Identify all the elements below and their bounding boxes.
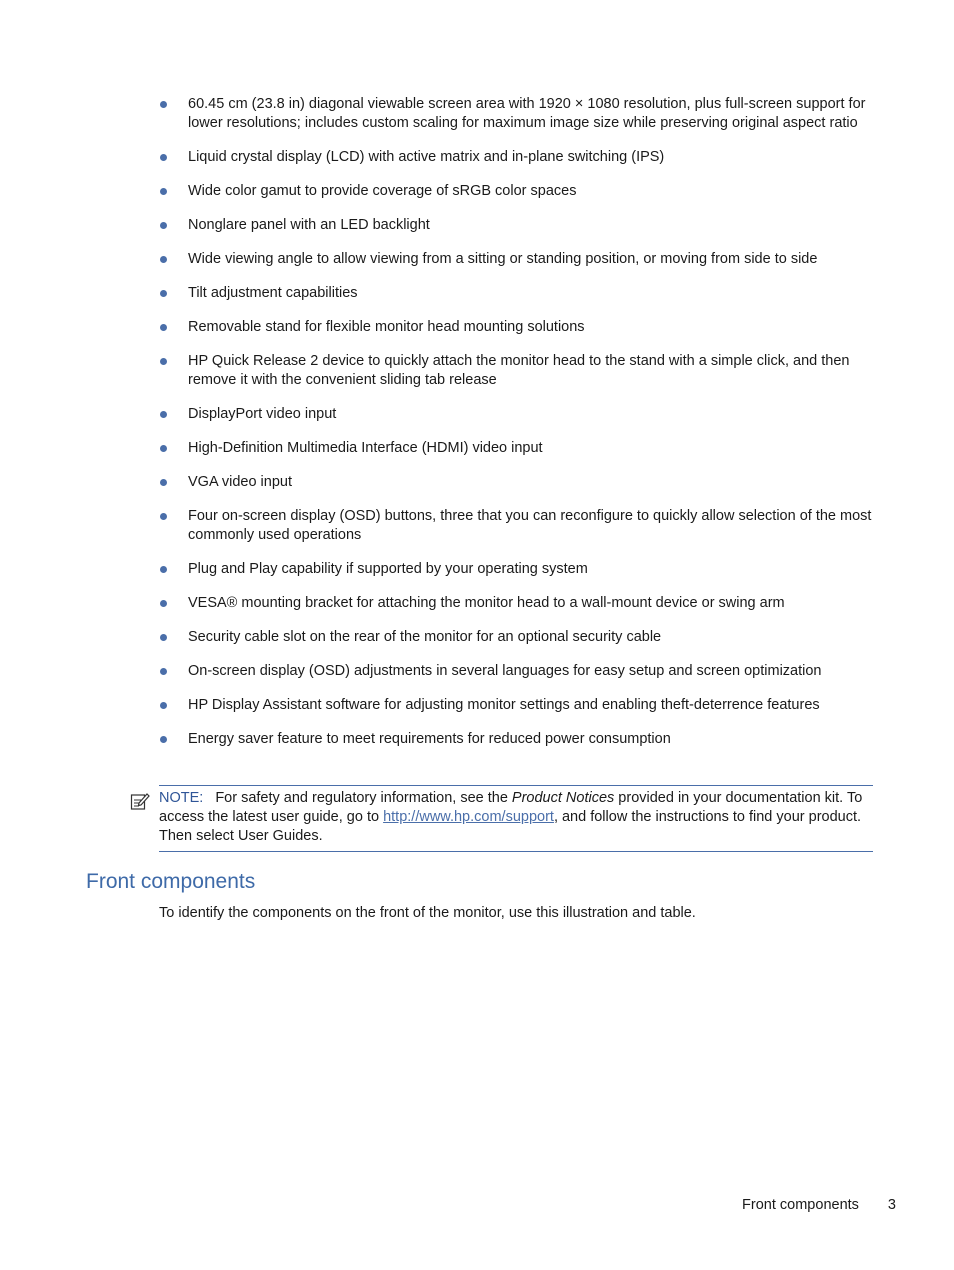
note-text: . [318,828,323,844]
bullet-icon [160,154,167,161]
bullet-icon [160,222,167,229]
bullet-icon [160,479,167,486]
note-doc-title: Product Notices [511,790,615,806]
bullet-icon [160,600,167,607]
bullet-icon [160,736,167,743]
list-item-text: Plug and Play capability if supported by your operating system [188,561,588,577]
bullet-icon [160,445,167,452]
list-item-text: VGA video input [188,474,292,490]
note-ui-term: User Guides [238,828,319,844]
bullet-icon [160,290,167,297]
list-item [159,594,875,613]
list-item [159,95,875,133]
bullet-icon [160,566,167,573]
note-label: NOTE: [159,790,204,806]
bullet-icon [160,358,167,365]
list-item-text: Energy saver feature to meet requirements for reduced power consumption [188,731,671,747]
note-text: provided in your documentation kit. To access the latest user guide, go to [159,790,863,825]
list-item [159,696,875,715]
footer-section-name: Front components [742,1197,859,1213]
list-item [159,216,875,235]
list-item [159,250,875,269]
list-item-text: VESA® mounting bracket for attaching the monitor head to a wall-mount device or swing arm [188,595,785,611]
list-item-text: Nonglare panel with an LED backlight [188,217,430,233]
list-item [159,730,875,749]
note-pencil-icon [130,791,150,811]
list-item [159,182,875,201]
list-item-text: Removable stand for flexible monitor head mounting solutions [188,319,585,335]
bullet-icon [160,324,167,331]
footer-page-number: 3 [887,1197,896,1213]
list-item [159,405,875,424]
list-item-text: HP Quick Release 2 device to quickly attach the monitor head to the stand with a simple click, and then remove it with the convenient sliding tab release [188,353,850,388]
bullet-icon [160,513,167,520]
support-link[interactable]: http://www.hp.com/support [383,809,554,825]
list-item [159,473,875,492]
list-item-text: Tilt adjustment capabilities [188,285,358,301]
list-item [159,352,875,390]
list-item [159,284,875,303]
bullet-icon [160,256,167,263]
note-text: For safety and regulatory information, see the [215,790,512,806]
bullet-icon [160,411,167,418]
bullet-icon [160,702,167,709]
section-intro: To identify the components on the front of the monitor, use this illustration and table. [159,905,696,921]
bullet-icon [160,188,167,195]
list-item [159,560,875,579]
list-item [159,628,875,647]
list-item-text: Liquid crystal display (LCD) with active matrix and in-plane switching (IPS) [188,149,665,165]
list-item [159,662,875,681]
list-item-text: High-Definition Multimedia Interface (HDMI) video input [188,440,543,456]
page-footer [742,1196,896,1215]
list-item-text: Wide viewing angle to allow viewing from a sitting or standing position, or moving from side to side [188,251,818,267]
section-heading: Front components [86,870,256,893]
bullet-icon [160,668,167,675]
list-item [159,148,875,167]
feature-list [159,95,875,764]
list-item [159,507,875,545]
note-text: , and follow the instructions to find your product. Then select [159,809,862,844]
list-item [159,439,875,458]
note-box [159,785,873,852]
list-item-text: 60.45 cm (23.8 in) diagonal viewable screen area with 1920 × 1080 resolution, plus full-screen support for lower resolutions; includes custom scaling for maximum image size while preserving original aspect ratio [188,96,866,131]
list-item [159,318,875,337]
list-item-text: Four on-screen display (OSD) buttons, three that you can reconfigure to quickly allow selection of the most commonly used operations [188,508,872,543]
list-item-text: Security cable slot on the rear of the monitor for an optional security cable [188,629,662,645]
bullet-icon [160,101,167,108]
list-item-text: DisplayPort video input [188,406,337,422]
list-item-text: Wide color gamut to provide coverage of sRGB color spaces [188,183,577,199]
list-item-text: On-screen display (OSD) adjustments in several languages for easy setup and screen optimization [188,663,822,679]
list-item-text: HP Display Assistant software for adjusting monitor settings and enabling theft-deterrence features [188,697,820,713]
bullet-icon [160,634,167,641]
